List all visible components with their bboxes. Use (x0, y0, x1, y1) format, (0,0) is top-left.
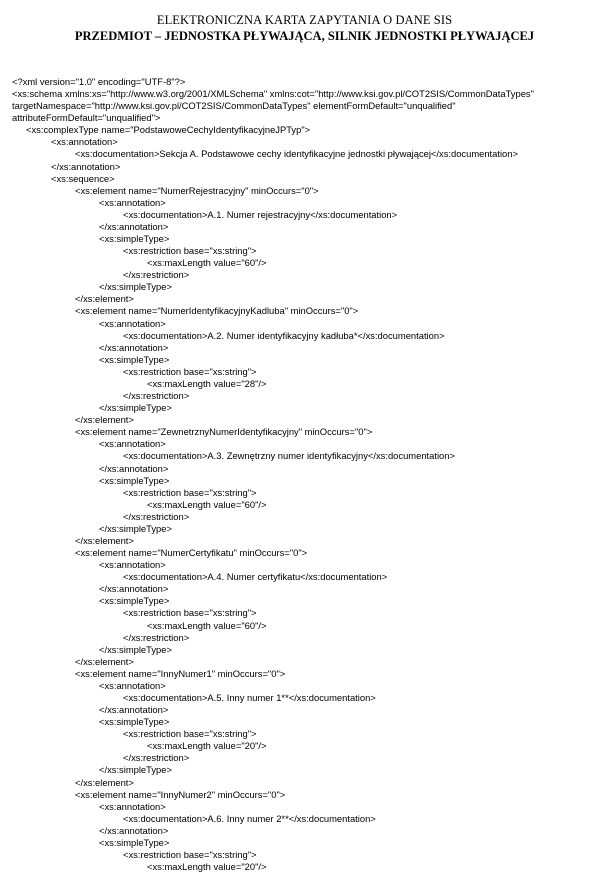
document-header (0, 12, 609, 44)
code-line: <xs:restriction base="xs:string"> (123, 245, 257, 257)
code-line: <xs:maxLength value="20"/> (147, 861, 267, 873)
code-line: <xs:element name="NumerRejestracyjny" minOccurs="0"> (75, 184, 319, 196)
code-line: </xs:simpleType> (99, 522, 172, 534)
document-title: ELEKTRONICZNA KARTA ZAPYTANIA O DANE SIS (156, 13, 453, 27)
code-line: </xs:restriction> (123, 752, 190, 764)
code-line: <xs:annotation> (99, 317, 166, 329)
code-line: </xs:element> (75, 655, 134, 667)
code-line: </xs:restriction> (123, 390, 190, 402)
code-line: <xs:simpleType> (99, 353, 170, 365)
code-line: <xs:annotation> (99, 196, 166, 208)
code-line: <xs:simpleType> (99, 716, 170, 728)
code-line: </xs:element> (75, 776, 134, 788)
code-line: <xs:sequence> (51, 172, 115, 184)
code-line: <?xml version="1.0" encoding="UTF-8"?> (12, 76, 186, 87)
code-line: </xs:simpleType> (99, 402, 172, 414)
code-line: </xs:annotation> (99, 583, 169, 595)
code-line: </xs:annotation> (99, 704, 169, 716)
code-line: <xs:annotation> (99, 679, 166, 691)
code-line: <xs:simpleType> (99, 474, 170, 486)
xml-code-listing (12, 76, 607, 873)
code-line: <xs:element name="ZewnetrznyNumerIdentyfikacyjny" minOccurs="0"> (75, 426, 373, 438)
code-line: </xs:restriction> (123, 269, 190, 281)
code-line: attributeFormDefault="unqualified"> (12, 112, 161, 124)
code-line: <xs:maxLength value="60"/> (147, 257, 267, 269)
code-line: </xs:restriction> (123, 510, 190, 522)
code-line: <xs:documentation>A.4. Numer certyfikatu</xs:documentation> (123, 571, 388, 583)
code-line: </xs:annotation> (99, 341, 169, 353)
code-line: <xs:restriction base="xs:string"> (123, 365, 257, 377)
code-line: </xs:simpleType> (99, 643, 172, 655)
code-line: </xs:element> (75, 293, 134, 305)
code-line: </xs:annotation> (99, 824, 169, 836)
code-line: <xs:annotation> (99, 438, 166, 450)
code-line: </xs:restriction> (123, 631, 190, 643)
code-line: <xs:simpleType> (99, 233, 170, 245)
code-line: <xs:element name="InnyNumer2" minOccurs="0"> (75, 788, 286, 800)
code-line: <xs:annotation> (51, 136, 118, 148)
code-line: <xs:documentation>A.2. Numer identyfikacyjny kadłuba*</xs:documentation> (123, 329, 445, 341)
code-line: <xs:maxLength value="20"/> (147, 740, 267, 752)
code-line: <xs:element name="NumerCertyfikatu" minOccurs="0"> (75, 547, 308, 559)
code-line: </xs:annotation> (99, 462, 169, 474)
code-line: <xs:maxLength value="60"/> (147, 619, 267, 631)
code-line: <xs:annotation> (99, 800, 166, 812)
code-line: <xs:maxLength value="28"/> (147, 377, 267, 389)
code-line: <xs:element name="NumerIdentyfikacyjnyKadluba" minOccurs="0"> (75, 305, 359, 317)
code-line: <xs:complexType name="PodstawoweCechyIdentyfikacyjneJPTyp"> (26, 124, 311, 136)
code-line: </xs:annotation> (51, 160, 121, 172)
code-line: <xs:simpleType> (99, 595, 170, 607)
code-line: <xs:schema xmlns:xs="http://www.w3.org/2001/XMLSchema" xmlns:cot="http://www.ksi.gov.pl/COT2SIS/CommonDataTypes" (12, 88, 534, 100)
code-line: </xs:element> (75, 414, 134, 426)
code-line: <xs:restriction base="xs:string"> (123, 607, 257, 619)
code-line: </xs:simpleType> (99, 764, 172, 776)
code-line: </xs:annotation> (99, 220, 169, 232)
code-line: </xs:element> (75, 534, 134, 546)
code-line: <xs:documentation>A.1. Numer rejestracyjny</xs:documentation> (123, 208, 398, 220)
code-line: <xs:element name="InnyNumer1" minOccurs="0"> (75, 667, 286, 679)
code-line: targetNamespace="http://www.ksi.gov.pl/COT2SIS/CommonDataTypes" elementFormDefault="unqualified" (12, 100, 456, 112)
code-line: <xs:restriction base="xs:string"> (123, 486, 257, 498)
code-line: <xs:documentation>A.5. Inny numer 1**</xs:documentation> (123, 691, 376, 703)
code-line: <xs:documentation>A.6. Inny numer 2**</xs:documentation> (123, 812, 376, 824)
code-line: </xs:simpleType> (99, 281, 172, 293)
code-line: <xs:documentation>Sekcja A. Podstawowe cechy identyfikacyjne jednostki pływającej</xs:documentation> (75, 148, 518, 160)
code-line: <xs:restriction base="xs:string"> (123, 849, 257, 860)
code-line: <xs:documentation>A.3. Zewnętrzny numer identyfikacyjny</xs:documentation> (123, 450, 455, 462)
document-subtitle: PRZEDMIOT – JEDNOSTKA PŁYWAJĄCA, SILNIK JEDNOSTKI PŁYWAJĄCEJ (74, 29, 535, 43)
code-line: <xs:simpleType> (99, 836, 170, 848)
code-line: <xs:maxLength value="60"/> (147, 498, 267, 510)
code-line: <xs:restriction base="xs:string"> (123, 728, 257, 740)
code-line: <xs:annotation> (99, 559, 166, 571)
